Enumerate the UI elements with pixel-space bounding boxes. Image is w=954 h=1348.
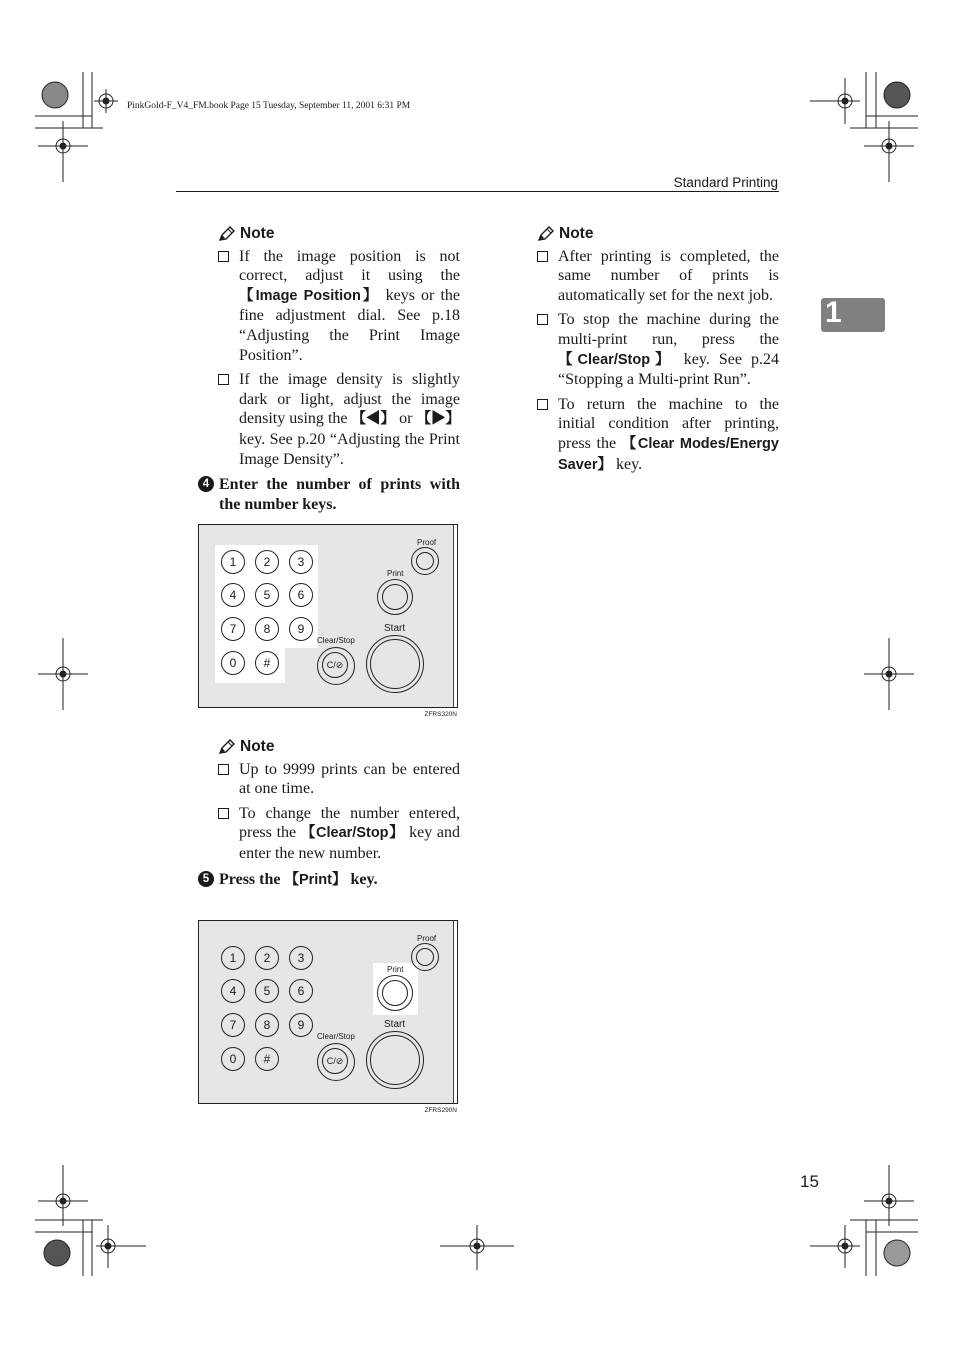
proof-icon — [416, 948, 434, 966]
step-5 — [198, 870, 460, 891]
note-block — [198, 224, 460, 469]
checkbox-bullet-icon — [218, 764, 229, 775]
note-text: key. See p.20 “Adjusting the Print Image Density”. — [239, 430, 460, 468]
note-text: or — [395, 410, 417, 428]
chapter-tab — [821, 298, 885, 332]
note-item — [537, 395, 779, 475]
key-4[interactable]: 4 — [221, 583, 245, 607]
start-icon — [370, 1035, 420, 1085]
start-label: Start — [384, 623, 406, 634]
key-name: 【Image Position】 — [239, 287, 380, 304]
key-name: 【Print】 — [284, 871, 347, 888]
key-name: 【◀】 — [351, 411, 396, 428]
note-item — [218, 804, 460, 864]
key-8[interactable]: 8 — [255, 617, 279, 641]
key-8[interactable]: 8 — [255, 1013, 279, 1037]
note-item — [537, 310, 779, 389]
print-label: Print — [387, 965, 404, 974]
key-0[interactable]: 0 — [221, 651, 245, 675]
print-label: Print — [387, 569, 404, 578]
key-0[interactable]: 0 — [221, 1047, 245, 1071]
note-heading — [218, 224, 460, 244]
key-2[interactable]: 2 — [255, 946, 279, 970]
left-column-top — [198, 224, 460, 514]
key-7[interactable]: 7 — [221, 1013, 245, 1037]
key-1[interactable]: 1 — [221, 946, 245, 970]
step-text: key. — [346, 870, 378, 888]
note-text: If the image density is slightly dark or light, adjust the image density using the — [239, 371, 460, 428]
note-heading-label: Note — [559, 225, 594, 242]
checkbox-bullet-icon — [218, 808, 229, 819]
note-text: key. — [612, 455, 643, 473]
clear-stop-label: Clear/Stop — [317, 636, 355, 645]
step-text: Press the — [219, 870, 285, 888]
clear-stop-key[interactable]: C/⊘ — [322, 652, 348, 678]
note-text: To change the number entered, press the — [239, 804, 460, 842]
panel-edge — [453, 921, 457, 1103]
key-name: 【Clear/Stop】 — [300, 825, 405, 842]
step-4 — [198, 475, 460, 514]
checkbox-bullet-icon — [537, 314, 548, 325]
left-column-bottom — [198, 737, 460, 890]
key-6[interactable]: 6 — [289, 583, 313, 607]
key-hash[interactable]: # — [255, 651, 279, 675]
key-9[interactable]: 9 — [289, 1013, 313, 1037]
chapter-number: 1 — [825, 296, 842, 329]
note-heading-label: Note — [240, 225, 275, 242]
note-heading — [218, 737, 460, 757]
checkbox-bullet-icon — [218, 374, 229, 385]
note-item — [218, 760, 460, 799]
header-rule — [176, 191, 779, 192]
key-7[interactable]: 7 — [221, 617, 245, 641]
note-heading-label: Note — [240, 738, 275, 755]
key-5[interactable]: 5 — [255, 979, 279, 1003]
step-number-icon: 4 — [198, 476, 214, 492]
note-text: key and enter the new number. — [239, 824, 461, 862]
proof-icon — [416, 552, 434, 570]
print-icon — [382, 980, 408, 1006]
clear-stop-label: Clear/Stop — [317, 1032, 355, 1041]
proof-label: Proof — [417, 934, 437, 943]
key-name: 【▶】 — [416, 411, 461, 428]
control-panel-figure-1 — [198, 524, 458, 718]
checkbox-bullet-icon — [537, 251, 548, 262]
checkbox-bullet-icon — [537, 399, 548, 410]
key-6[interactable]: 6 — [289, 979, 313, 1003]
key-3[interactable]: 3 — [289, 550, 313, 574]
right-column — [537, 224, 779, 480]
note-block — [198, 737, 460, 864]
step-text: Enter the number of prints with the number keys. — [219, 476, 460, 513]
note-item — [218, 370, 460, 469]
clear-stop-key[interactable]: C/⊘ — [322, 1048, 348, 1074]
step-number-icon: 5 — [198, 871, 214, 887]
note-item — [218, 247, 460, 366]
figure-caption: ZFRS320N — [424, 711, 457, 718]
start-icon — [370, 639, 420, 689]
proof-label: Proof — [417, 538, 437, 547]
note-text: If the image position is not correct, adjust it using the — [239, 247, 460, 285]
key-4[interactable]: 4 — [221, 979, 245, 1003]
control-panel-figure-2 — [198, 920, 458, 1114]
key-3[interactable]: 3 — [289, 946, 313, 970]
print-line: PinkGold-F_V4_FM.book Page 15 Tuesday, September 11, 2001 6:31 PM — [127, 101, 411, 111]
key-5[interactable]: 5 — [255, 583, 279, 607]
section-title: Standard Printing — [673, 175, 778, 190]
key-1[interactable]: 1 — [221, 550, 245, 574]
print-icon — [382, 584, 408, 610]
key-9[interactable]: 9 — [289, 617, 313, 641]
start-label: Start — [384, 1019, 406, 1030]
key-name: 【Clear Modes/Energy Saver】 — [558, 435, 779, 473]
note-text: key. See p.24 “Stopping a Multi-print Run”. — [558, 350, 779, 389]
key-name: 【Clear/Stop】 — [558, 351, 675, 368]
note-heading — [537, 224, 779, 244]
checkbox-bullet-icon — [218, 251, 229, 262]
note-item — [537, 247, 779, 306]
pencil-icon — [218, 226, 236, 242]
note-text: keys or the fine adjustment dial. See p.18 “Adjusting the Print Image Position”. — [239, 286, 460, 364]
note-text: After printing is completed, the same number of prints is automatically set for the next job. — [558, 247, 779, 304]
page-number: 15 — [800, 1172, 819, 1191]
pencil-icon — [218, 739, 236, 755]
panel-edge — [453, 525, 457, 707]
pencil-icon — [537, 226, 555, 242]
figure-caption: ZFRS290N — [424, 1107, 457, 1114]
key-2[interactable]: 2 — [255, 550, 279, 574]
note-text: To return the machine to the initial condition after printing, press the — [558, 395, 779, 452]
key-hash[interactable]: # — [255, 1047, 279, 1071]
note-text: To stop the machine during the multi-print run, press the — [558, 311, 779, 348]
note-text: Up to 9999 prints can be entered at one time. — [239, 760, 460, 798]
